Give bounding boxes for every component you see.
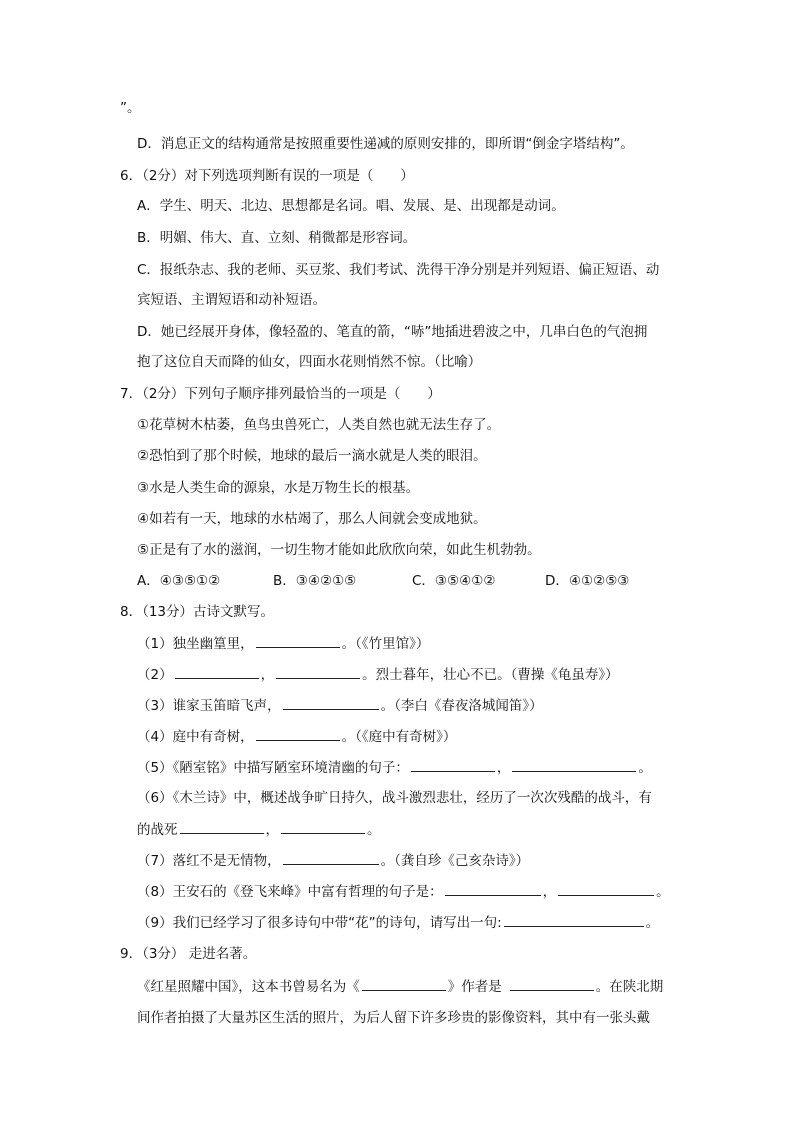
answer-blank[interactable] <box>445 881 541 896</box>
answer-blank[interactable] <box>256 726 340 741</box>
end-text: 。 <box>367 822 381 838</box>
fill-item-3 <box>137 695 543 716</box>
answer-blank[interactable] <box>281 819 365 834</box>
end-text: 。 <box>645 915 660 931</box>
end-text: 。 <box>638 760 652 776</box>
answer-blank[interactable] <box>512 757 636 772</box>
fill-item-6-cont <box>137 819 381 840</box>
choice-b: B．③④②①⑤ <box>273 573 357 589</box>
sentence-4: ④如若有一天，地球的水枯竭了，那么人间就会变成地狱。 <box>137 511 487 527</box>
sentence-2: ②恐怕到了那个时候，地球的最后一滴水就是人类的眼泪。 <box>137 448 487 464</box>
answer-blank[interactable] <box>504 912 644 927</box>
answer-blank[interactable] <box>175 664 259 679</box>
choice-a: A．④③⑤①② <box>137 573 221 589</box>
choice-c: C．③⑤④①② <box>412 573 496 589</box>
prompt-text: （7）落红不是无情物， <box>137 853 281 869</box>
source-text: 。（《庭中有奇树》） <box>341 729 457 745</box>
fill-item-1 <box>137 633 429 654</box>
prompt-text: 》作者是 <box>447 979 502 995</box>
prompt-text: （1）独坐幽篁里， <box>137 636 254 652</box>
question-6: 6．（2分）对下列选项判断有误的一项是（ ） <box>120 168 414 184</box>
fill-item-7 <box>137 850 529 871</box>
answer-blank[interactable] <box>362 976 446 991</box>
prompt-text: （4）庭中有奇树， <box>137 729 254 745</box>
sentence-5: ⑤正是有了水的滋润，一切生物才能如此欣欣向荣，如此生机勃勃。 <box>137 542 541 558</box>
prompt-text: （3）谁家玉笛暗飞声， <box>137 698 281 714</box>
answer-blank[interactable] <box>276 664 360 679</box>
answer-blank[interactable] <box>558 881 654 896</box>
end-text: 。 <box>656 884 670 900</box>
choice-d: D．④①②⑤③ <box>545 573 630 589</box>
separator-text: ， <box>260 667 275 683</box>
answer-blank[interactable] <box>411 757 495 772</box>
question-7: 7．（2分）下列句子顺序排列最恰当的一项是（ ） <box>120 386 441 402</box>
text-line: 间作者拍摄了大量苏区生活的照片，为后人留下许多珍贵的影像资料，其中有一张头戴 <box>137 1010 650 1026</box>
answer-blank[interactable] <box>180 819 264 834</box>
question-9: 9．（3分） 走进名著。 <box>120 946 257 962</box>
answer-blank[interactable] <box>510 976 594 991</box>
option-b: B．明媚、伟大、直、立刻、稍微都是形容词。 <box>137 230 417 246</box>
fill-item-6: （6）《木兰诗》中，概述战争旷日持久，战斗激烈悲壮，经历了一次次残酷的战斗，有 <box>137 790 652 806</box>
prompt-text: 《红星照耀中国》，这本书曾易名为《 <box>137 979 360 995</box>
answer-blank[interactable] <box>256 633 340 648</box>
sentence-1: ①花草树木枯萎，鱼鸟虫兽死亡，人类自然也就无法生存了。 <box>137 417 501 433</box>
answer-blank[interactable] <box>283 695 379 710</box>
sentence-3: ③水是人类生命的源泉，水是万物生长的根基。 <box>137 480 420 496</box>
prompt-text: （2） <box>137 667 173 683</box>
prompt-text: （8）王安石的《登飞来峰》中富有哲理的句子是： <box>137 884 443 900</box>
option-c: C．报纸杂志、我的老师、买豆浆、我们考试、洗得干净分别是并列短语、偏正短语、动 <box>137 262 660 278</box>
source-text: 。（李白《春夜洛城闻笛》） <box>380 698 543 714</box>
fill-item-8 <box>137 881 670 902</box>
separator-text: ， <box>496 760 511 776</box>
separator-text: ， <box>542 884 557 900</box>
fill-item-5 <box>137 757 652 778</box>
source-text: 。（龚自珍《己亥杂诗》） <box>380 853 530 869</box>
prompt-text: （9）我们已经学习了很多诗句中带“花”的诗句，请写出一句: <box>137 915 502 931</box>
prompt-text: 。在陕北期 <box>595 979 664 995</box>
answer-blank[interactable] <box>283 850 379 865</box>
fill-item-2 <box>137 664 619 685</box>
option-d: D．消息正文的结构通常是按照重要性递减的原则安排的，即所谓“倒金字塔结构”。 <box>137 136 634 152</box>
text-line: ”。 <box>120 100 141 116</box>
text-line: 宾短语、主谓短语和动补短语。 <box>137 292 326 308</box>
option-a: A．学生、明天、北边、思想都是名词。唱、发展、是、出现都是动词。 <box>137 198 565 214</box>
option-d: D．她已经展开身体，像轻盈的、笔直的箭，“哧”地插进碧波之中，几串白色的气泡拥 <box>137 324 648 340</box>
text-line: 抱了这位自天而降的仙女，四面水花则悄然不惊。（比喻） <box>137 354 482 370</box>
source-text: 。（《竹里馆》） <box>341 636 430 652</box>
question-9-text <box>137 976 663 997</box>
fill-item-4 <box>137 726 456 747</box>
prompt-text: （5）《陋室铭》中描写陋室环境清幽的句子： <box>137 760 409 776</box>
source-text: 。烈士暮年，壮心不已。（曹操《龟虽寿》） <box>362 667 619 683</box>
separator-text: ， <box>265 822 279 838</box>
fill-item-9 <box>137 912 659 933</box>
question-8: 8．（13分）古诗文默写。 <box>120 604 275 620</box>
prompt-text: 的战死 <box>137 822 178 838</box>
